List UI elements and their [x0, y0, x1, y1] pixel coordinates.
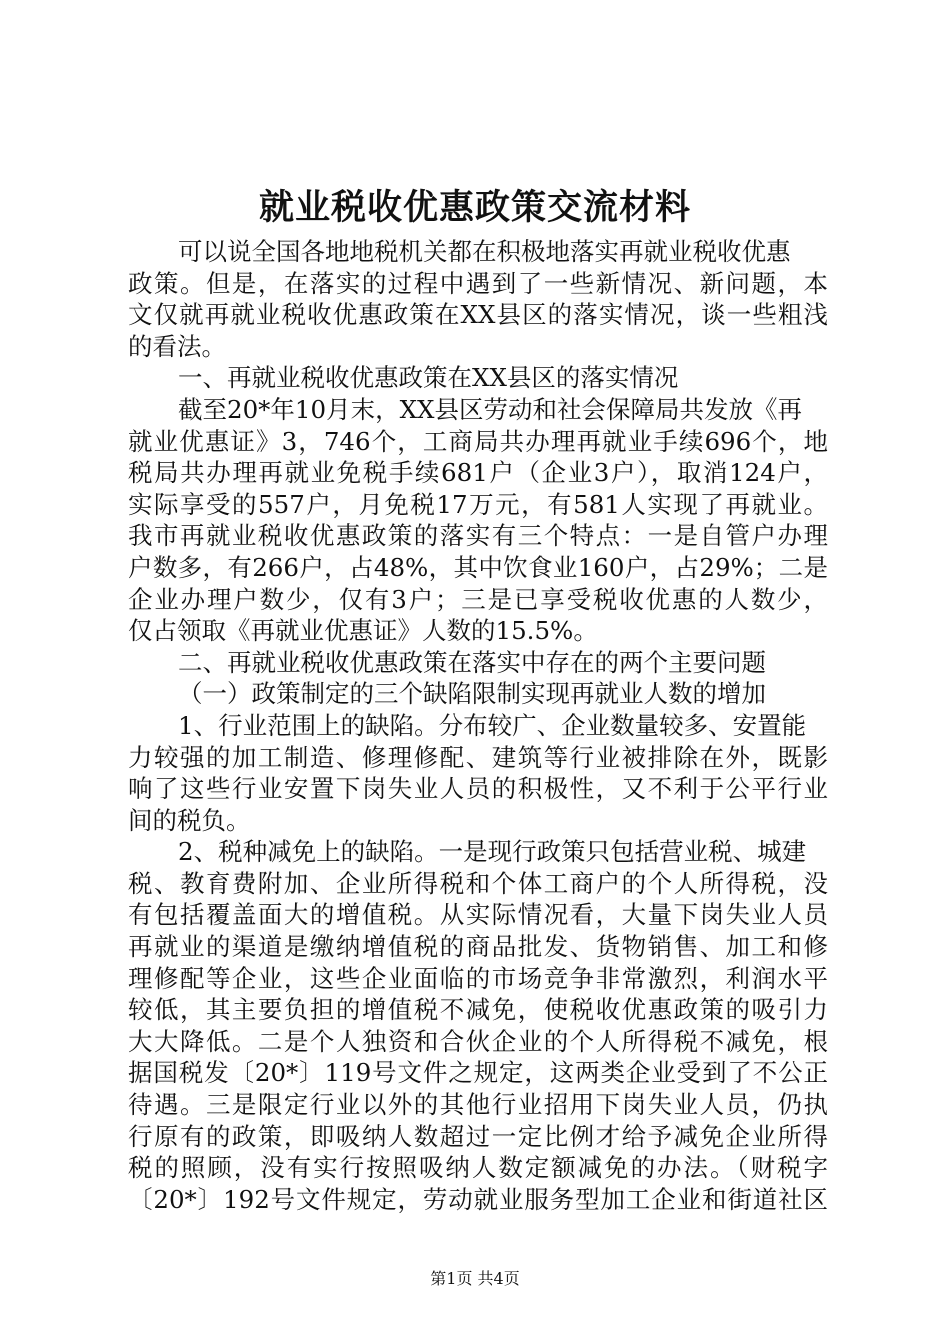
text-line: 较低，其主要负担的增值税不减免，使税收优惠政策的吸引力: [128, 995, 828, 1025]
text-line: 的看法。: [128, 331, 226, 361]
page-number-footer: 第1页 共4页: [430, 1269, 520, 1288]
text-line: 再就业的渠道是缴纳增值税的商品批发、货物销售、加工和修: [128, 932, 828, 962]
text-line: 文仅就再就业税收优惠政策在XX县区的落实情况，谈一些粗浅: [128, 300, 828, 330]
text-line: 行原有的政策，即吸纳人数超过一定比例才给予减免企业所得: [128, 1121, 828, 1151]
text-line: 1、行业范围上的缺陷。分布较广、企业数量较多、安置能: [178, 710, 807, 740]
text-line: 实际享受的557户，月免税17万元，有581人实现了再就业。: [128, 489, 828, 519]
text-line: 响了这些行业安置下岗失业人员的积极性，又不利于公平行业: [128, 774, 828, 804]
text-line: 政策。但是，在落实的过程中遇到了一些新情况、新问题，本: [128, 268, 828, 298]
text-line: 截至20*年10月末，XX县区劳动和社会保障局共发放《再: [178, 394, 802, 424]
text-line: 我市再就业税收优惠政策的落实有三个特点：一是自管户办理: [128, 521, 828, 551]
text-line: 大大降低。二是个人独资和合伙企业的个人所得税不减免，根: [128, 1026, 828, 1056]
text-line: 间的税负。: [128, 805, 251, 835]
text-line: 税的照顾，没有实行按照吸纳人数定额减免的办法。（财税字: [128, 1153, 828, 1183]
section-heading: 二、再就业税收优惠政策在落实中存在的两个主要问题: [178, 647, 766, 677]
text-line: 待遇。三是限定行业以外的其他行业招用下岗失业人员，仍执: [128, 1090, 828, 1120]
text-line: 有包括覆盖面大的增值税。从实际情况看，大量下岗失业人员: [128, 900, 828, 930]
text-line: 仅占领取《再就业优惠证》人数的15.5%。: [128, 616, 598, 646]
text-line: 力较强的加工制造、修理修配、建筑等行业被排除在外，既影: [128, 742, 828, 772]
text-line: 理修配等企业，这些企业面临的市场竞争非常激烈，利润水平: [128, 963, 828, 993]
text-line: 可以说全国各地地税机关都在积极地落实再就业税收优惠: [178, 237, 791, 266]
document-body: [128, 236, 828, 1215]
text-line: 税、教育费附加、企业所得税和个体工商户的个人所得税，没: [128, 868, 828, 898]
text-line: 就业优惠证》3，746个，工商局共办理再就业手续696个，地: [128, 426, 828, 456]
section-heading: 一、再就业税收优惠政策在XX县区的落实情况: [178, 363, 679, 393]
text-line: 户数多，有266户，占48%，其中饮食业160户，占29%；二是: [128, 552, 828, 582]
text-line: 税局共办理再就业免税手续681户（企业3户），取消124户，: [128, 458, 828, 488]
text-line: 据国税发〔20*〕119号文件之规定，这两类企业受到了不公正: [128, 1058, 828, 1088]
subsection-heading: （一）政策制定的三个缺陷限制实现再就业人数的增加: [178, 679, 766, 709]
text-line: 2、税种减免上的缺陷。一是现行政策只包括营业税、城建: [178, 837, 807, 867]
text-line: 企业办理户数少，仅有3户；三是已享受税收优惠的人数少，: [128, 584, 828, 614]
document-title: 就业税收优惠政策交流材料: [258, 187, 691, 228]
text-line: 〔20*〕192号文件规定，劳动就业服务型加工企业和街道社区: [128, 1184, 828, 1214]
